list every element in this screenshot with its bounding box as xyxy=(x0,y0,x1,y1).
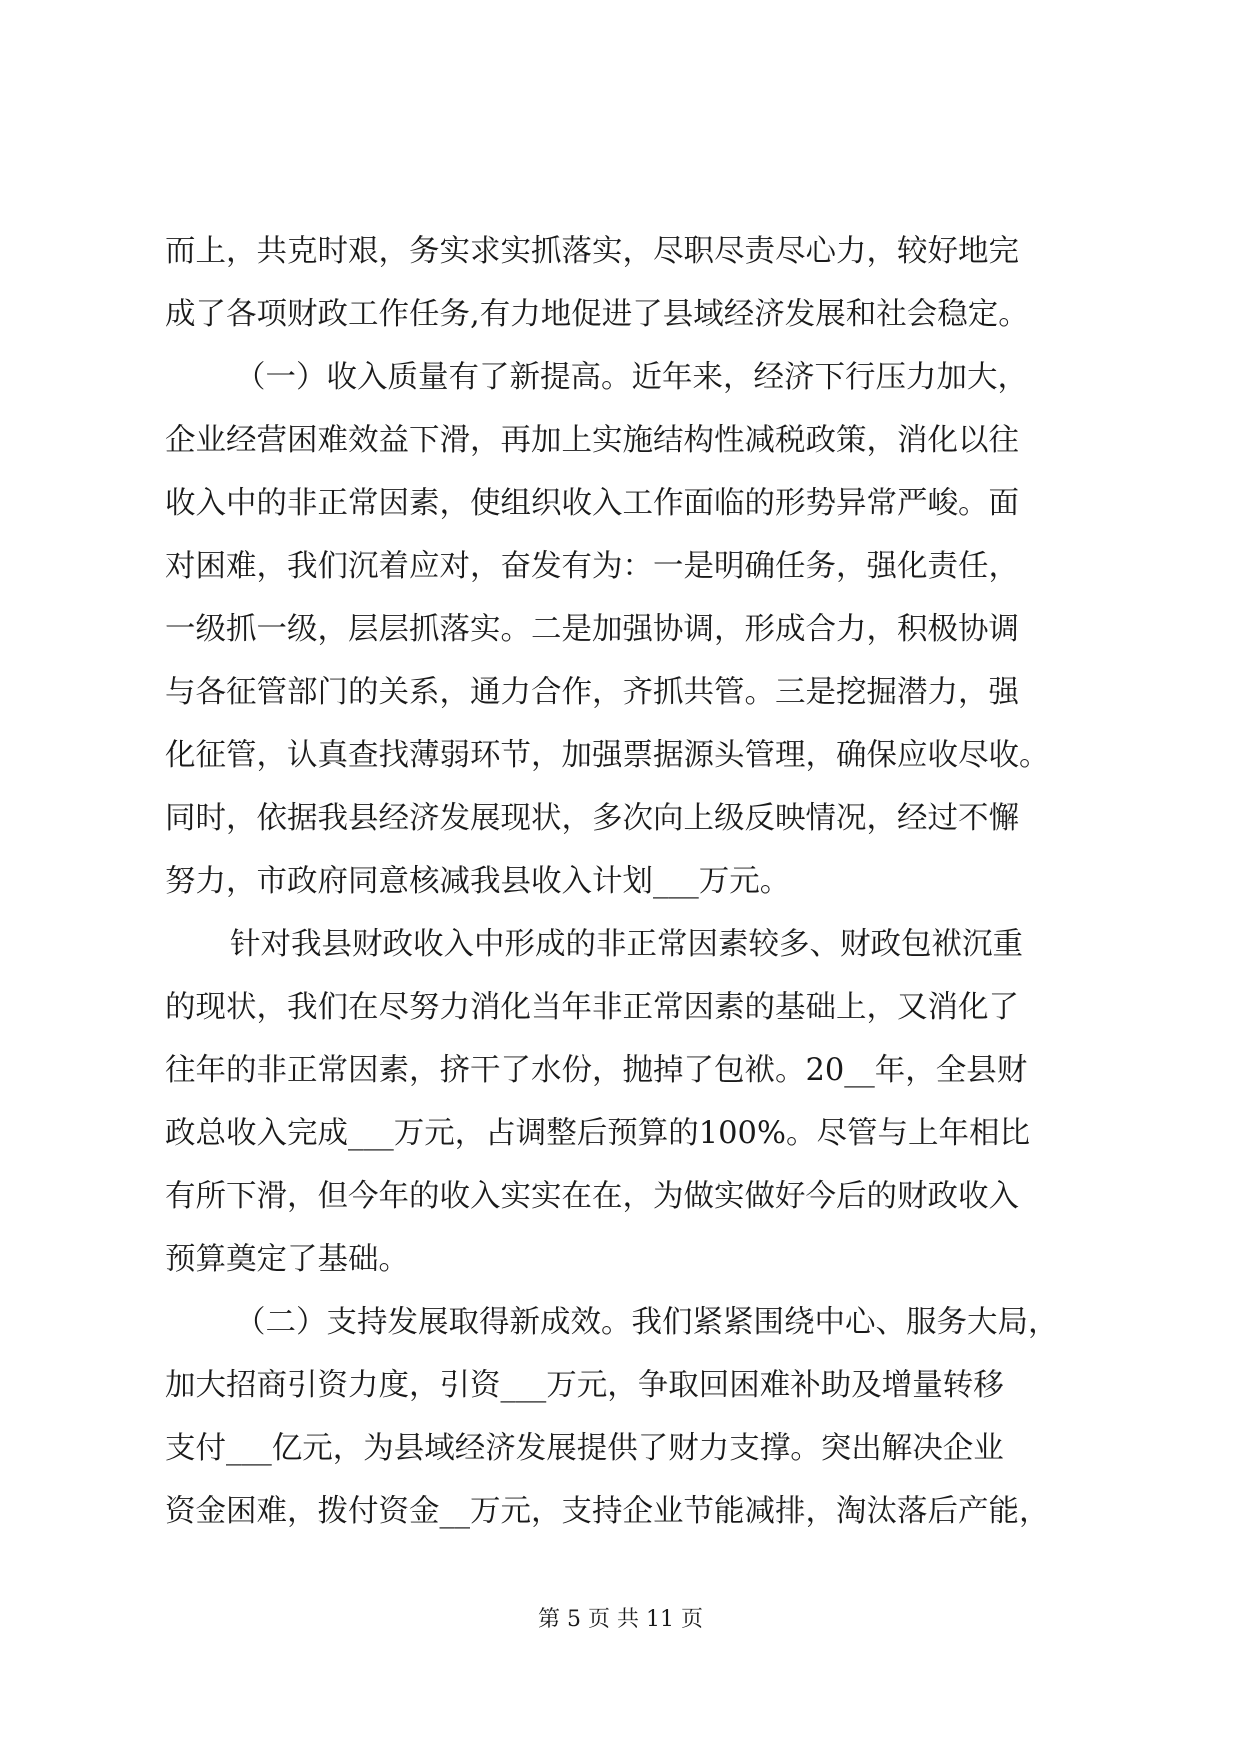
section-heading-2: （二）支持发展取得新成效。我们紧紧围绕中心、服务大局， xyxy=(235,1305,1059,1340)
text-line: 化征管，认真查找薄弱环节，加强票据源头管理，确保应收尽收。 xyxy=(165,738,1050,773)
text-line: 企业经营困难效益下滑，再加上实施结构性减税政策，消化以往 xyxy=(165,423,1019,458)
text-line: 而上，共克时艰，务实求实抓落实，尽职尽责尽心力，较好地完 xyxy=(165,234,1019,269)
text-line: 政总收入完成___万元，占调整后预算的100%。尽管与上年相比 xyxy=(165,1116,1030,1151)
text-line: 支付___亿元，为县域经济发展提供了财力支撑。突出解决企业 xyxy=(165,1431,1004,1466)
text-line: 同时，依据我县经济发展现状，多次向上级反映情况，经过不懈 xyxy=(165,801,1019,836)
text-line: 对困难，我们沉着应对，奋发有为：一是明确任务，强化责任， xyxy=(165,549,1019,584)
text-line: 努力，市政府同意核减我县收入计划___万元。 xyxy=(165,864,791,899)
text-line: 往年的非正常因素，挤干了水份，抛掉了包袱。20__年，全县财 xyxy=(165,1053,1028,1088)
paragraph-start-line: 针对我县财政收入中形成的非正常因素较多、财政包袱沉重 xyxy=(230,927,1023,962)
text-line: 的现状，我们在尽努力消化当年非正常因素的基础上，又消化了 xyxy=(165,990,1019,1025)
page-number-footer: 第 5 页 共 11 页 xyxy=(538,1607,703,1632)
text-line: 一级抓一级，层层抓落实。二是加强协调，形成合力，积极协调 xyxy=(165,612,1019,647)
text-line: 预算奠定了基础。 xyxy=(165,1242,409,1277)
text-line: 资金困难，拨付资金__万元，支持企业节能减排，淘汰落后产能， xyxy=(165,1494,1050,1529)
text-line: 成了各项财政工作任务,有力地促进了县域经济发展和社会稳定。 xyxy=(165,297,1029,332)
text-line: 加大招商引资力度，引资___万元，争取回困难补助及增量转移 xyxy=(165,1368,1004,1403)
text-line: 收入中的非正常因素，使组织收入工作面临的形势异常严峻。面 xyxy=(165,486,1019,521)
text-line: 有所下滑，但今年的收入实实在在，为做实做好今后的财政收入 xyxy=(165,1179,1019,1214)
text-line: 与各征管部门的关系，通力合作，齐抓共管。三是挖掘潜力，强 xyxy=(165,675,1019,710)
section-heading-1: （一）收入质量有了新提高。近年来，经济下行压力加大， xyxy=(235,360,1028,395)
